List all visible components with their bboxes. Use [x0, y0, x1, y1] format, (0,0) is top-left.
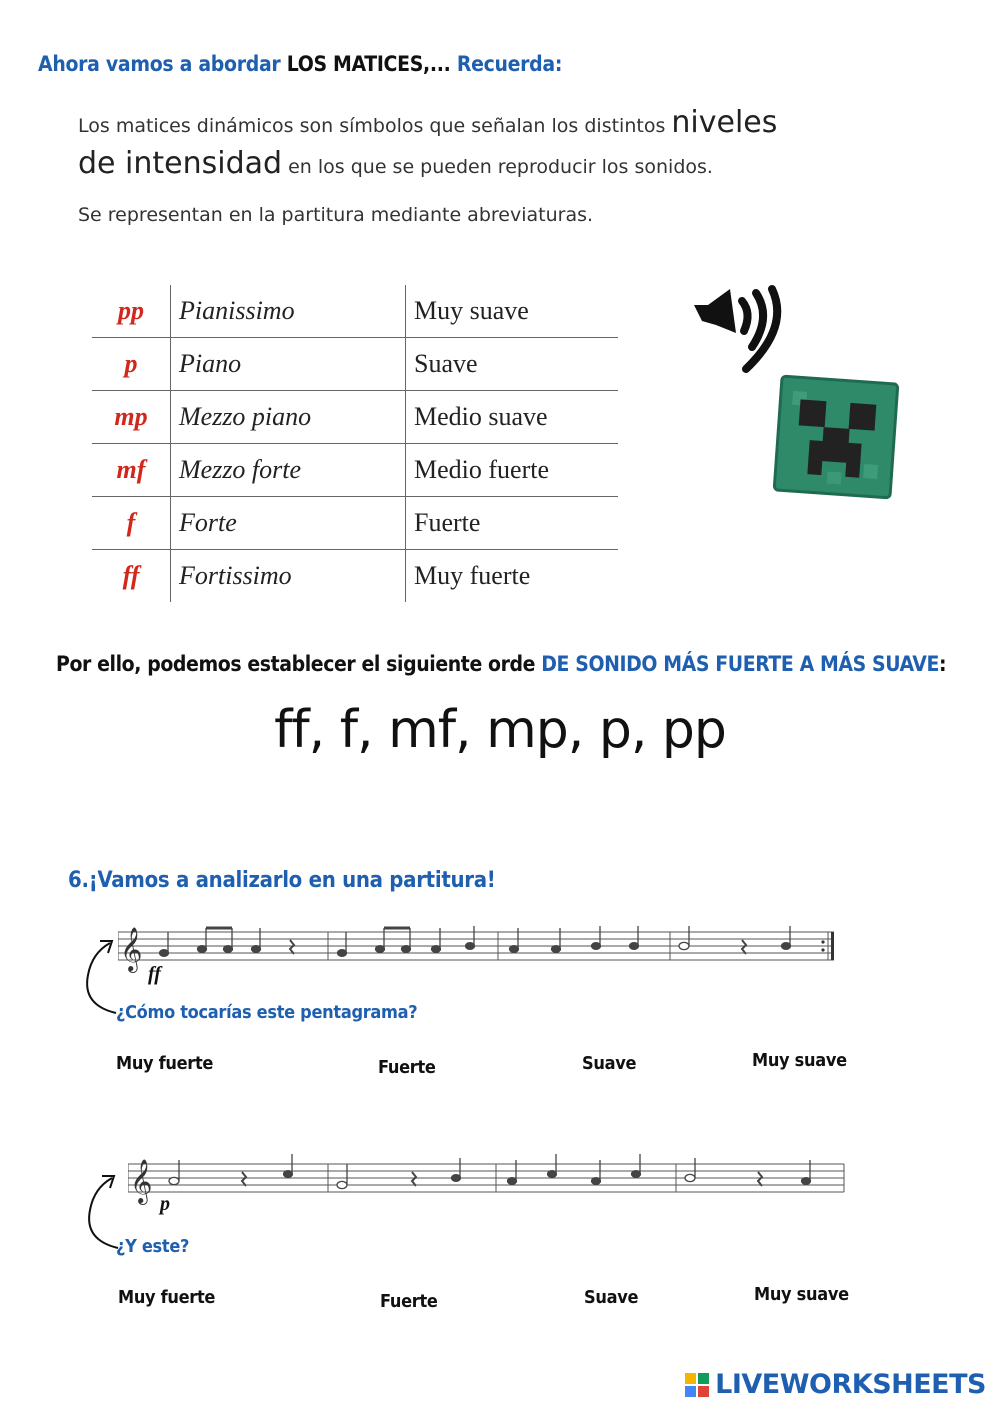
heading-part3: Recuerda:	[456, 52, 563, 76]
staff-1	[118, 918, 840, 988]
dynamics-symbol: ff	[122, 561, 140, 590]
dynamics-spanish-meaning: Muy fuerte	[406, 550, 619, 603]
intro-emphasis-niveles: niveles	[671, 105, 778, 140]
option-2-fuerte[interactable]: Fuerte	[380, 1291, 438, 1312]
option-1-fuerte[interactable]: Fuerte	[378, 1057, 436, 1078]
staff-2	[128, 1150, 850, 1220]
dynamics-italian-name: Mezzo forte	[171, 444, 406, 497]
order-colon: :	[939, 652, 947, 676]
dynamics-italian-name: Pianissimo	[171, 285, 406, 338]
intro-text-1a: Los matices dinámicos son símbolos que señalan los distintos	[78, 115, 672, 137]
intro-line-2	[78, 146, 713, 181]
dynamics-symbol: pp	[92, 285, 171, 338]
order-emphasis: DE SONIDO MÁS FUERTE A MÁS SUAVE	[541, 652, 940, 676]
intro-text-2b: en los que se pueden reproducir los sonidos.	[282, 156, 713, 178]
staff-2-dynamic: p	[160, 1193, 170, 1215]
dynamics-table	[92, 285, 618, 602]
dynamics-italian-name: Forte	[171, 497, 406, 550]
dynamics-italian-name: Mezzo piano	[171, 391, 406, 444]
dynamics-italian-name: Piano	[171, 338, 406, 391]
dynamics-row	[92, 285, 618, 338]
dynamics-row	[92, 391, 618, 444]
exercise-title: 6.¡Vamos a analizarlo en una partitura!	[68, 868, 496, 893]
dynamics-symbol: mf	[92, 444, 171, 497]
option-1-muy-fuerte[interactable]: Muy fuerte	[116, 1053, 214, 1074]
dynamics-row	[92, 338, 618, 391]
option-1-suave[interactable]: Suave	[582, 1053, 637, 1074]
liveworksheets-logo-icon	[685, 1373, 709, 1397]
intro-emphasis-intensidad: de intensidad	[78, 146, 283, 181]
staff-1-question: ¿Cómo tocarías este pentagrama?	[116, 1002, 418, 1023]
option-1-muy-suave[interactable]: Muy suave	[752, 1050, 847, 1071]
creeper-face-icon	[770, 372, 902, 502]
footer-brand-text: LIVEWORKSHEETS	[715, 1369, 986, 1400]
section-heading	[38, 52, 562, 76]
dynamics-sequence: ff, f, mf, mp, p, pp	[274, 700, 726, 760]
order-statement	[56, 652, 946, 676]
dynamics-symbol: f	[92, 497, 171, 550]
treble-clef-icon: 𝄞	[120, 927, 143, 971]
intro-line-1	[78, 105, 777, 140]
dynamics-spanish-meaning: Fuerte	[406, 497, 619, 550]
option-2-suave[interactable]: Suave	[584, 1287, 639, 1308]
dynamics-symbol: p	[92, 338, 171, 391]
staff-2-question: ¿Y este?	[116, 1236, 190, 1257]
dynamics-row	[92, 444, 618, 497]
dynamics-spanish-meaning: Medio suave	[406, 391, 619, 444]
dynamics-spanish-meaning: Muy suave	[406, 285, 619, 338]
dynamics-italian-name: Fortissimo	[171, 550, 406, 603]
treble-clef-icon: 𝄞	[130, 1159, 153, 1203]
intro-line-3: Se representan en la partitura mediante abreviaturas.	[78, 204, 594, 226]
dynamics-spanish-meaning: Suave	[406, 338, 619, 391]
dynamics-row	[92, 497, 618, 550]
staff-1-dynamic: ff	[148, 963, 161, 985]
footer-brand	[685, 1369, 986, 1400]
order-text: Por ello, podemos establecer el siguiente orde	[56, 652, 542, 676]
speaker-sound-icon	[690, 283, 795, 378]
dynamics-symbol: mp	[92, 391, 171, 444]
dynamics-row	[92, 550, 618, 603]
option-2-muy-fuerte[interactable]: Muy fuerte	[118, 1287, 216, 1308]
heading-part1: Ahora vamos a abordar	[38, 52, 287, 76]
option-2-muy-suave[interactable]: Muy suave	[754, 1284, 849, 1305]
heading-part2: LOS MATICES,...	[286, 52, 457, 76]
dynamics-spanish-meaning: Medio fuerte	[406, 444, 619, 497]
